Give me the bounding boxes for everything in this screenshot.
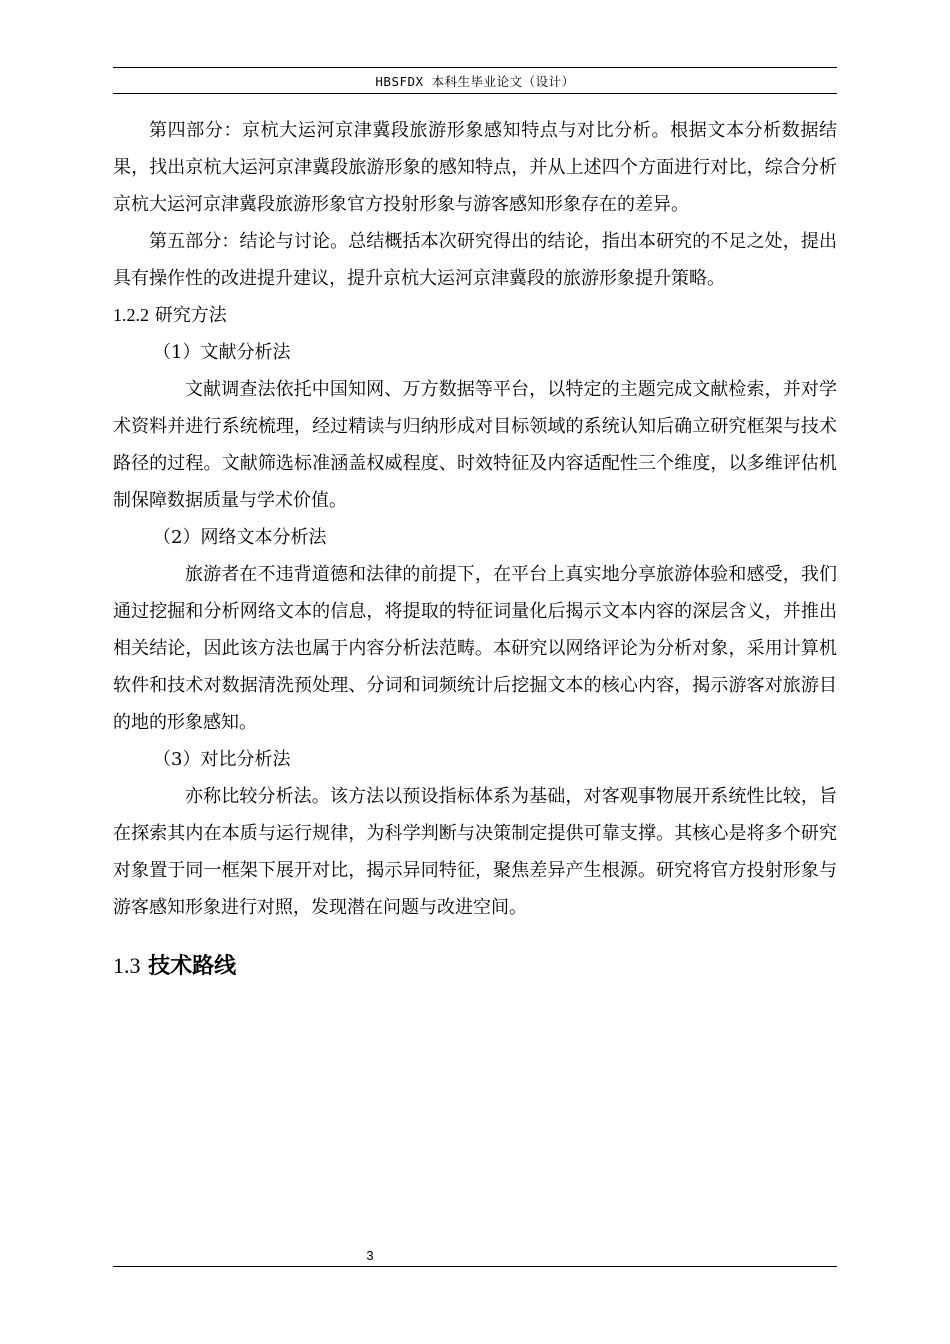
paragraph-web-text-method: 旅游者在不违背道德和法律的前提下，在平台上真实地分享旅游体验和感受，我们通过挖掘和分析网络文本的信息，将提取的特征词量化后揭示文本内容的深层含义，并推出相关结论，因此该方法也属于内容分析法范畴。本研究以网络评论为分析对象，采用计算机软件和技术对数据清洗预处理、分词和词频统计后挖掘文本的核心内容，揭示游客对旅游目的地的形象感知。	[113, 564, 837, 733]
section-heading-1-2-2	[113, 297, 837, 334]
paragraph-literature-method: 文献调查法依托中国知网、万方数据等平台，以特定的主题完成文献检索，并对学术资料并进行系统梳理，经过精读与归纳形成对目标领域的系统认知后确立研究框架与技术路径的过程。文献筛选标准涵盖权威程度、时效特征及内容适配性三个维度，以多维评估机制保障数据质量与学术价值。	[113, 379, 837, 511]
header-top-rule	[113, 67, 837, 68]
section-number: 1.2.2	[113, 305, 149, 325]
section-title: 技术路线	[140, 954, 237, 979]
running-header: HBSFDX 本科生毕业论文（设计）	[375, 74, 575, 89]
section-number: 1.3	[113, 953, 141, 978]
section-heading-1-3	[113, 944, 837, 989]
paragraph-part-four: 第四部分：京杭大运河京津冀段旅游形象感知特点与对比分析。根据文本分析数据结果，找出京杭大运河京津冀段旅游形象的感知特点，并从上述四个方面进行对比，综合分析京杭大运河京津冀段旅游形象官方投射形象与游客感知形象存在的差异。	[113, 120, 837, 215]
header-bottom-rule	[113, 93, 837, 94]
method-item-comparison: （3）对比分析法	[153, 749, 291, 770]
paragraph-part-five: 第五部分：结论与讨论。总结概括本次研究得出的结论，指出本研究的不足之处，提出具有操作性的改进提升建议，提升京杭大运河京津冀段的旅游形象提升策略。	[113, 231, 837, 289]
method-item-literature: （1）文献分析法	[153, 342, 291, 363]
page-content	[113, 112, 837, 989]
section-title: 研究方法	[149, 305, 227, 326]
page-number: 3	[366, 1248, 374, 1263]
paragraph-comparison-method: 亦称比较分析法。该方法以预设指标体系为基础，对客观事物展开系统性比较，旨在探索其内在本质与运行规律，为科学判断与决策制定提供可靠支撑。其核心是将多个研究对象置于同一框架下展开对比，揭示异同特征，聚焦差异产生根源。研究将官方投射形象与游客感知形象进行对照，发现潜在问题与改进空间。	[113, 786, 837, 918]
footer-rule	[113, 1266, 837, 1267]
method-item-web-text: （2）网络文本分析法	[153, 527, 327, 548]
